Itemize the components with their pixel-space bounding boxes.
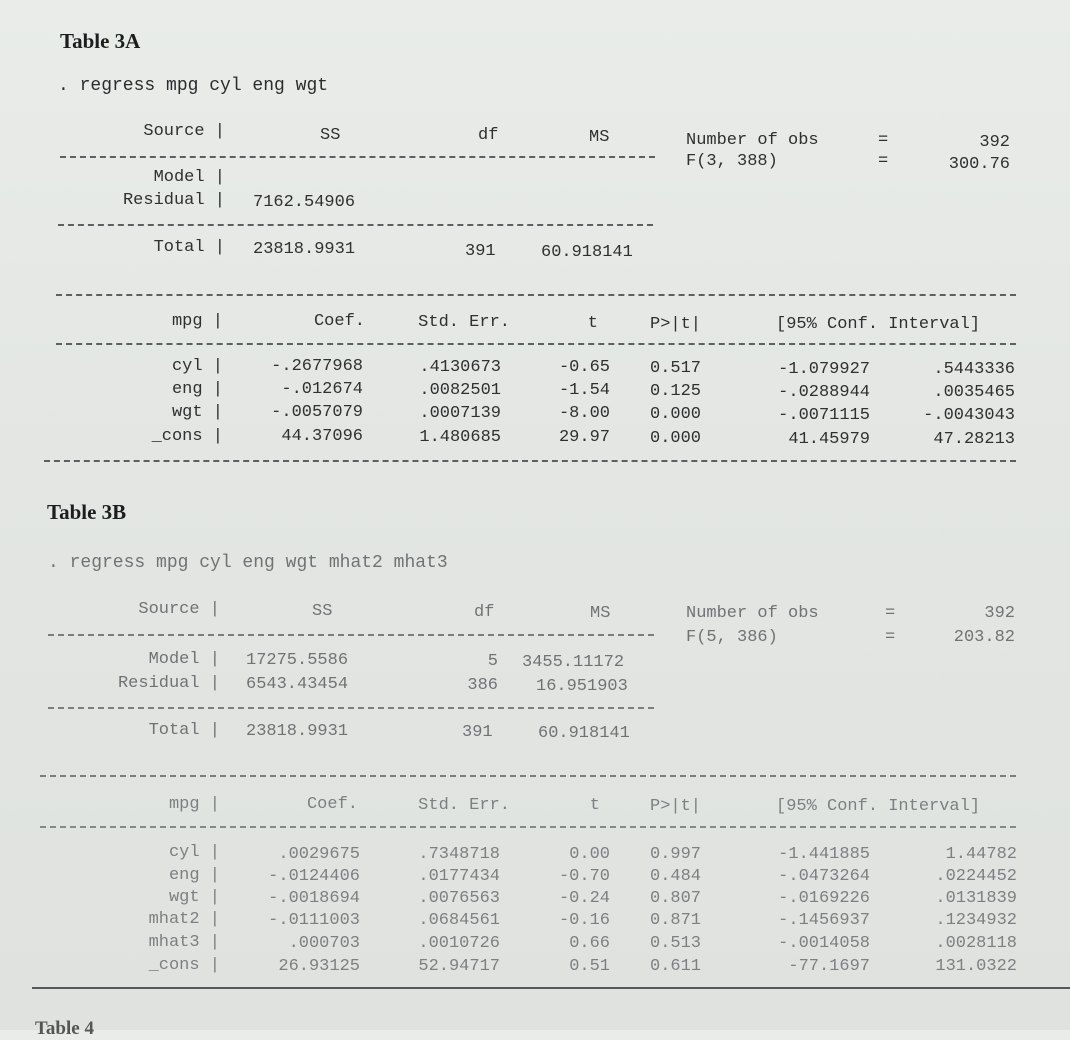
coef-var: cyl | bbox=[168, 843, 220, 862]
coef-var: mhat3 | bbox=[148, 933, 220, 952]
coef-se: .0007139 bbox=[419, 404, 501, 423]
anova-cell-ss: 7162.54906 bbox=[253, 193, 356, 212]
anova-cell-df: 386 bbox=[467, 676, 498, 695]
coef-header-t: t bbox=[589, 796, 600, 815]
stat-value: 392 bbox=[979, 133, 1010, 152]
stat-label: Number of obs bbox=[686, 604, 819, 623]
coef-ci-hi: -.0043043 bbox=[923, 406, 1015, 425]
stat-value: 203.82 bbox=[953, 628, 1015, 647]
coef-header-var: mpg | bbox=[171, 312, 223, 331]
coef-header-se: Std. Err. bbox=[418, 796, 510, 815]
stat-eq: = bbox=[878, 131, 889, 150]
anova-cell-ss: 23818.9931 bbox=[253, 240, 356, 259]
anova-header-source: Source | bbox=[143, 122, 225, 141]
coef-var: _cons | bbox=[151, 427, 223, 446]
coef-value: 26.93125 bbox=[278, 957, 360, 976]
coef-value: -.0057079 bbox=[271, 403, 363, 422]
coef-ci-lo: 41.45979 bbox=[788, 430, 870, 449]
coef-t: -8.00 bbox=[558, 404, 610, 423]
stat-eq: = bbox=[885, 604, 896, 623]
table-3a-command: . regress mpg cyl eng wgt bbox=[58, 76, 329, 96]
coef-var: eng | bbox=[171, 380, 223, 399]
coef-se: .0684561 bbox=[418, 911, 500, 930]
coef-value: .0029675 bbox=[278, 845, 360, 864]
coef-ci-lo: -.0014058 bbox=[778, 934, 870, 953]
coef-ci-lo: -1.441885 bbox=[778, 845, 870, 864]
coef-t: -0.65 bbox=[558, 358, 610, 377]
coef-var: _cons | bbox=[148, 956, 220, 975]
coef-se: .7348718 bbox=[418, 845, 500, 864]
coef-t: 0.51 bbox=[569, 957, 610, 976]
coef-value: -.0124406 bbox=[268, 867, 360, 886]
coef-var: wgt | bbox=[171, 403, 223, 422]
anova-header-df: df bbox=[474, 603, 495, 622]
anova-total-divider bbox=[58, 224, 653, 226]
coef-ci-hi: .1234932 bbox=[935, 911, 1017, 930]
coef-se: 52.94717 bbox=[418, 957, 500, 976]
coef-header-var: mpg | bbox=[168, 795, 220, 814]
coef-t: -0.16 bbox=[558, 911, 610, 930]
coef-p: 0.513 bbox=[650, 934, 702, 953]
anova-header-ss: SS bbox=[320, 126, 341, 145]
coef-ci-lo: -.0071115 bbox=[778, 406, 870, 425]
coef-top-divider bbox=[56, 294, 1016, 296]
anova-row-label: Residual | bbox=[122, 191, 225, 210]
coef-p: 0.484 bbox=[650, 867, 702, 886]
coef-ci-hi: 1.44782 bbox=[945, 845, 1017, 864]
coef-ci-lo: -1.079927 bbox=[778, 360, 870, 379]
coef-t: -1.54 bbox=[558, 381, 610, 400]
coef-p: 0.807 bbox=[650, 889, 702, 908]
coef-ci-lo: -77.1697 bbox=[788, 957, 870, 976]
anova-row-label: Total | bbox=[148, 721, 220, 740]
stat-eq: = bbox=[878, 152, 889, 171]
coef-header-p: P>|t| bbox=[650, 315, 702, 334]
coef-p: 0.997 bbox=[650, 845, 702, 864]
coef-t: 0.66 bbox=[569, 934, 610, 953]
coef-ci-hi: .0224452 bbox=[935, 867, 1017, 886]
stat-label: F(5, 386) bbox=[686, 628, 778, 647]
coef-header-se: Std. Err. bbox=[418, 313, 510, 332]
coef-header-divider bbox=[56, 343, 1016, 345]
coef-header-coef: Coef. bbox=[313, 312, 365, 331]
table-3b-command: . regress mpg cyl eng wgt mhat2 mhat3 bbox=[48, 553, 448, 573]
coef-ci-hi: .0028118 bbox=[935, 934, 1017, 953]
coef-top-divider bbox=[40, 775, 1016, 777]
stat-value: 392 bbox=[984, 604, 1015, 623]
coef-t: 29.97 bbox=[558, 428, 610, 447]
coef-header-ci: [95% Conf. Interval] bbox=[776, 315, 981, 334]
coef-var: mhat2 | bbox=[148, 910, 220, 929]
coef-ci-hi: .0131839 bbox=[935, 889, 1017, 908]
anova-cell-df: 391 bbox=[462, 723, 493, 742]
stat-label: Number of obs bbox=[686, 131, 819, 150]
coef-ci-hi: 47.28213 bbox=[933, 430, 1015, 449]
anova-row-label: Total | bbox=[153, 238, 225, 257]
coef-t: -0.24 bbox=[558, 889, 610, 908]
anova-header-divider bbox=[60, 156, 655, 158]
coef-se: .4130673 bbox=[419, 358, 501, 377]
anova-cell-ss: 6543.43454 bbox=[246, 675, 349, 694]
coef-ci-lo: -.0288944 bbox=[778, 383, 870, 402]
anova-header-source: Source | bbox=[138, 600, 220, 619]
stat-eq: = bbox=[885, 628, 896, 647]
table-3b-title: Table 3B bbox=[47, 500, 127, 524]
coef-ci-hi: .5443336 bbox=[933, 360, 1015, 379]
coef-value: -.2677968 bbox=[271, 357, 363, 376]
coef-header-coef: Coef. bbox=[306, 795, 358, 814]
anova-total-divider bbox=[48, 707, 654, 709]
coef-header-divider bbox=[40, 826, 1016, 828]
coef-header-p: P>|t| bbox=[650, 797, 702, 816]
anova-row-label: Residual | bbox=[117, 674, 220, 693]
coef-value: -.0111003 bbox=[268, 911, 360, 930]
coef-ci-lo: -.1456937 bbox=[778, 911, 870, 930]
coef-ci-hi: .0035465 bbox=[933, 383, 1015, 402]
anova-header-df: df bbox=[478, 126, 499, 145]
coef-value: -.0018694 bbox=[268, 889, 360, 908]
coef-header-t: t bbox=[587, 314, 598, 333]
coef-ci-lo: -.0473264 bbox=[778, 867, 870, 886]
coef-p: 0.871 bbox=[650, 911, 702, 930]
anova-row-label: Model | bbox=[153, 168, 225, 187]
table-4-title-partial: Table 4 bbox=[35, 1018, 94, 1039]
anova-header-ss: SS bbox=[312, 602, 333, 621]
coef-se: .0076563 bbox=[418, 889, 500, 908]
anova-row-label: Model | bbox=[148, 650, 220, 669]
anova-cell-ss: 23818.9931 bbox=[246, 722, 349, 741]
anova-header-ms: MS bbox=[590, 604, 611, 623]
coef-se: .0177434 bbox=[418, 867, 500, 886]
anova-cell-ms: 16.951903 bbox=[536, 677, 628, 696]
coef-se: 1.480685 bbox=[419, 428, 501, 447]
page-bottom-rule bbox=[32, 987, 1070, 989]
stat-value: 300.76 bbox=[948, 155, 1010, 174]
coef-p: 0.517 bbox=[650, 359, 702, 378]
coef-t: 0.00 bbox=[569, 845, 610, 864]
coef-ci-hi: 131.0322 bbox=[935, 957, 1017, 976]
anova-cell-ms: 60.918141 bbox=[538, 724, 630, 743]
table-3a-title: Table 3A bbox=[60, 29, 141, 53]
coef-p: 0.611 bbox=[650, 957, 702, 976]
coef-ci-lo: -.0169226 bbox=[778, 889, 870, 908]
coef-header-ci: [95% Conf. Interval] bbox=[776, 797, 981, 816]
anova-cell-df: 5 bbox=[487, 652, 498, 671]
coef-value: .000703 bbox=[288, 934, 360, 953]
coef-t: -0.70 bbox=[558, 867, 610, 886]
anova-cell-df: 391 bbox=[465, 242, 496, 261]
coef-var: wgt | bbox=[168, 888, 220, 907]
anova-cell-ms: 3455.11172 bbox=[522, 653, 625, 672]
coef-var: eng | bbox=[168, 866, 220, 885]
coef-value: 44.37096 bbox=[281, 427, 363, 446]
anova-cell-ms: 60.918141 bbox=[541, 243, 633, 262]
coef-value: -.012674 bbox=[281, 380, 363, 399]
coef-se: .0082501 bbox=[419, 381, 501, 400]
anova-cell-ss: 17275.5586 bbox=[246, 651, 349, 670]
coef-se: .0010726 bbox=[418, 934, 500, 953]
anova-header-divider bbox=[48, 634, 654, 636]
coef-bottom-divider bbox=[44, 460, 1016, 462]
coef-p: 0.000 bbox=[650, 405, 702, 424]
coef-var: cyl | bbox=[171, 357, 223, 376]
coef-p: 0.125 bbox=[650, 382, 702, 401]
coef-p: 0.000 bbox=[650, 429, 702, 448]
stat-label: F(3, 388) bbox=[686, 152, 778, 171]
anova-header-ms: MS bbox=[589, 128, 610, 147]
